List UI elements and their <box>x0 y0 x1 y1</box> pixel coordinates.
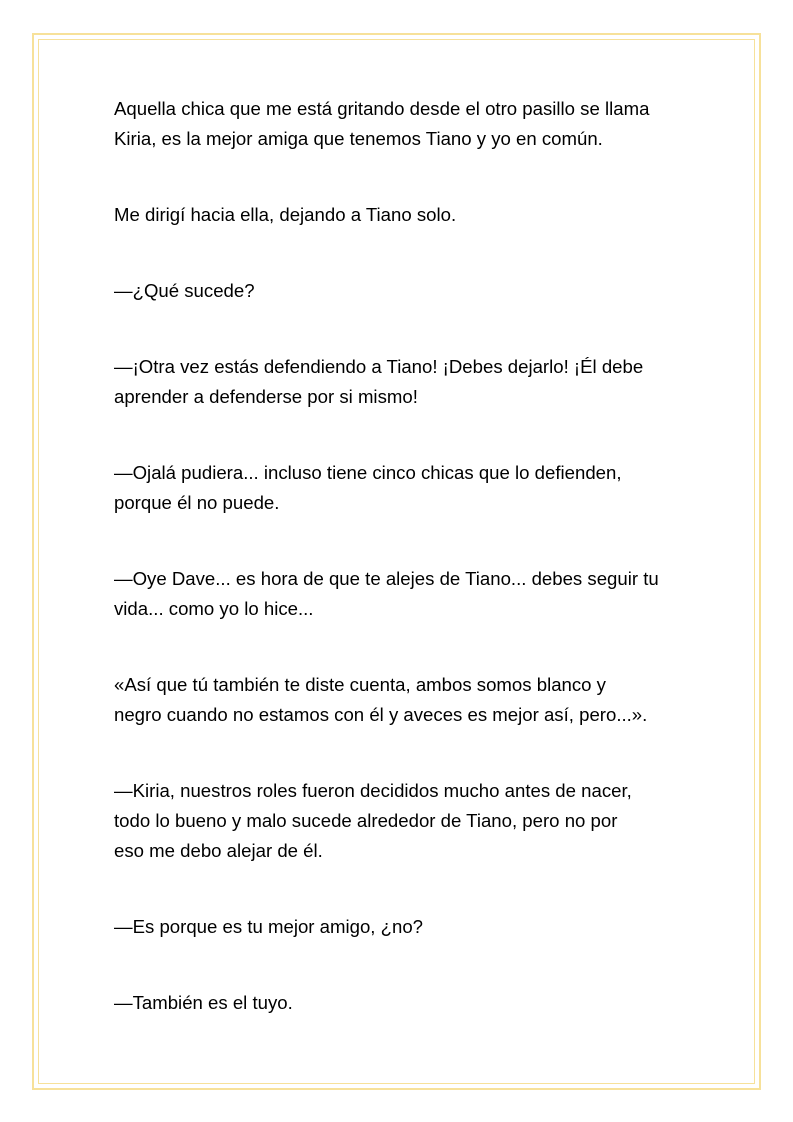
paragraph-5: —Ojalá pudiera... incluso tiene cinco chicas que lo defienden, porque él no puede. <box>114 462 622 513</box>
document-body <box>114 94 694 1018</box>
paragraph-2: Me dirigí hacia ella, dejando a Tiano solo. <box>114 204 457 225</box>
paragraph-6: —Oye Dave... es hora de que te alejes de Tiano... debes seguir tu vida... como yo lo hice... <box>114 568 659 619</box>
paragraph-9: —Es porque es tu mejor amigo, ¿no? <box>114 916 424 937</box>
paragraph-3: —¿Qué sucede? <box>114 280 255 301</box>
paragraph-4: —¡Otra vez estás defendiendo a Tiano! ¡Debes dejarlo! ¡Él debe aprender a defenderse por si mismo! <box>114 356 644 407</box>
paragraph-10: —También es el tuyo. <box>114 992 293 1013</box>
paragraph-8: —Kiria, nuestros roles fueron decididos mucho antes de nacer, todo lo bueno y malo sucede alrededor de Tiano, pero no por eso me debo alejar de él. <box>114 780 632 861</box>
paragraph-1: Aquella chica que me está gritando desde el otro pasillo se llama Kiria, es la mejor amiga que tenemos Tiano y yo en común. <box>114 98 650 149</box>
paragraph-7: «Así que tú también te diste cuenta, ambos somos blanco y negro cuando no estamos con él y aveces es mejor así, pero...». <box>114 674 648 725</box>
